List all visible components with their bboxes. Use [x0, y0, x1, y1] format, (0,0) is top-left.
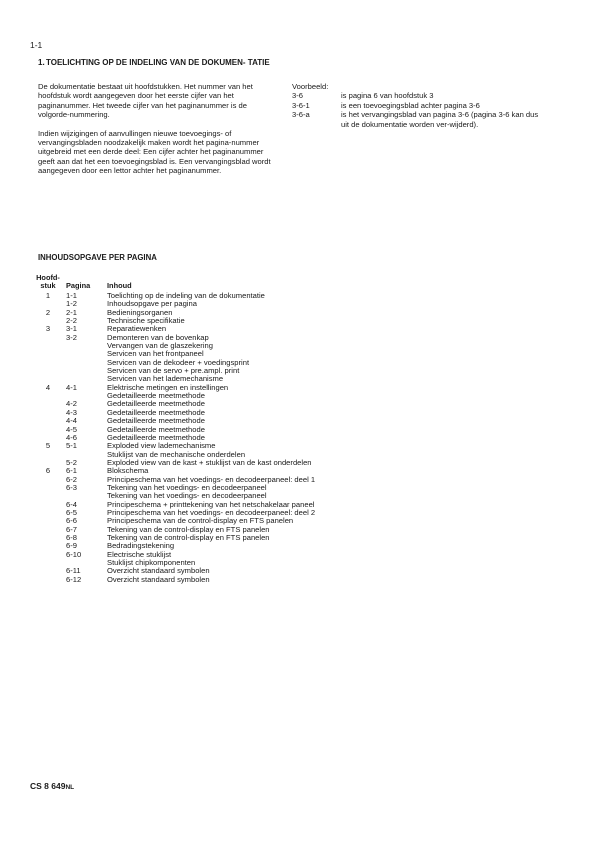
example-description: is pagina 6 van hoofdstuk 3	[341, 91, 434, 101]
section-title: TOELICHTING OP DE INDELING VAN DE DOKUMEN- TATIE	[46, 58, 270, 67]
toc-content: Gedetailleerde meetmethode	[107, 407, 205, 417]
example-rows	[292, 91, 547, 129]
toc-chapter	[30, 509, 66, 517]
toc-content: Servicen van de dekodeer + voedingsprint	[107, 357, 250, 367]
toc-header-chapter: Hoofd-stuk	[36, 273, 60, 290]
toc-chapter	[30, 426, 66, 434]
toc-content: Stuklijst chipkomponenten	[107, 558, 196, 567]
toc-content: Bedieningsorganen	[107, 307, 173, 317]
intro-paragraph: De dokumentatie bestaat uit hoofdstukken. Het nummer van het hoofdstuk wordt aangegeven door het eerste cijfer van het paginanummer. Het tweede cijfer van het paginanummer is de volgorde-nummering.	[38, 82, 253, 120]
toc-page	[66, 342, 107, 350]
toc-row	[30, 551, 410, 559]
section-heading	[38, 58, 278, 68]
toc-content: Tekening van het voedings- en decodeerpaneel	[107, 491, 267, 501]
toc-content: Tekening van de control-display en FTS panelen	[107, 532, 270, 542]
toc-chapter	[30, 476, 66, 484]
toc-content: Exploded view lademechanisme	[107, 441, 216, 451]
toc-chapter	[30, 567, 66, 575]
example-row	[292, 101, 547, 110]
toc-chapter: 3	[45, 324, 51, 334]
toc-header-page: Pagina	[66, 281, 91, 290]
toc-chapter	[30, 551, 66, 559]
toc-chapter	[30, 451, 66, 459]
toc-row	[30, 334, 410, 342]
toc-row	[30, 384, 410, 392]
section-number: 1.	[38, 58, 45, 67]
toc-content: Demonteren van de bovenkap	[107, 332, 209, 342]
toc-page: 6-11	[66, 566, 81, 576]
toc-page	[66, 350, 107, 358]
toc-content: Servicen van het lademechanisme	[107, 374, 224, 384]
intro-text	[38, 82, 272, 176]
toc-chapter	[30, 409, 66, 417]
toc-content: Overzicht standaard symbolen	[107, 566, 210, 576]
toc-page: 6-1	[66, 466, 77, 476]
toc-page: 6-12	[66, 574, 82, 584]
example-description: is het vervangingsblad van pagina 3-6 (pagina 3-6 kan dus uit de dokumentatie worden ver-wijderd).	[341, 110, 539, 129]
toc-row	[30, 392, 410, 400]
toc-page: 6-3	[66, 482, 77, 492]
toc-chapter: 1	[45, 291, 51, 300]
toc-chapter	[30, 334, 66, 342]
toc-chapter: 2	[45, 307, 51, 317]
example-row	[292, 110, 547, 129]
toc-page: 4-1	[66, 382, 77, 392]
toc-row	[30, 559, 410, 567]
toc-chapter	[30, 534, 66, 542]
toc-page: 2-1	[66, 307, 77, 317]
toc-content: Gedetailleerde meetmethode	[107, 399, 205, 409]
toc-chapter	[30, 392, 66, 400]
document-code-language: NL	[65, 784, 75, 791]
toc-content: Tekening van het voedings- en decodeerpaneel	[107, 482, 267, 492]
toc-content: Toelichting op de indeling van de dokumentatie	[107, 291, 265, 300]
toc-chapter	[30, 484, 66, 492]
toc-page: 1-1	[66, 291, 77, 300]
toc-page: 2-2	[66, 316, 77, 326]
toc-page: 6-4	[66, 499, 77, 509]
toc-chapter	[30, 526, 66, 534]
toc-content: Principeschema van het voedings- en decodeerpaneel: deel 2	[107, 507, 316, 517]
toc-content: Bedradingstekening	[107, 541, 175, 551]
toc-page: 3-1	[66, 324, 77, 334]
toc-content: Servicen van het frontpaneel	[107, 349, 204, 359]
toc-row	[30, 317, 410, 325]
toc-chapter	[30, 492, 66, 500]
toc-page: 5-1	[66, 441, 77, 451]
toc-page: 6-6	[66, 516, 77, 526]
toc-row	[30, 300, 410, 308]
toc-page: 4-2	[66, 399, 77, 409]
toc-row	[30, 342, 410, 350]
toc-content: Overzicht standaard symbolen	[107, 574, 210, 584]
toc-page: 6-5	[66, 507, 77, 517]
toc-page: 4-5	[66, 424, 77, 434]
toc-page: 3-2	[66, 332, 77, 342]
toc-row	[30, 426, 410, 434]
toc-content: Technische specifikatie	[107, 316, 185, 326]
toc-row	[30, 417, 410, 425]
document-code-number: CS 8 649	[30, 781, 66, 791]
toc-chapter	[30, 400, 66, 408]
toc-row	[30, 292, 410, 300]
toc-page: 5-2	[66, 457, 77, 467]
toc-page: 6-8	[66, 532, 77, 542]
toc-page: 1-2	[66, 299, 77, 309]
toc-row	[30, 325, 410, 333]
toc-content: Electrische stuklijst	[107, 549, 172, 559]
toc-chapter: 5	[45, 441, 51, 451]
toc-content: Reparatiewenken	[107, 324, 167, 334]
toc-table	[30, 270, 410, 584]
toc-row	[30, 309, 410, 317]
toc-row	[30, 567, 410, 575]
toc-page: 4-6	[66, 432, 77, 442]
toc-content: Elektrische metingen en instellingen	[107, 382, 229, 392]
toc-row	[30, 409, 410, 417]
toc-page: 6-9	[66, 541, 77, 551]
toc-chapter	[30, 517, 66, 525]
toc-row	[30, 534, 410, 542]
toc-content: Blokschema	[107, 466, 149, 476]
toc-row	[30, 400, 410, 408]
toc-content: Tekening van de control-display en FTS panelen	[107, 524, 270, 534]
toc-page: 4-3	[66, 407, 77, 417]
example-description: is een toevoegingsblad achter pagina 3-6	[341, 100, 480, 110]
toc-content: Gedetailleerde meetmethode	[107, 424, 205, 434]
toc-rows	[30, 292, 410, 584]
toc-title: INHOUDSOPGAVE PER PAGINA	[38, 253, 157, 262]
toc-content: Gedetailleerde meetmethode	[107, 391, 205, 401]
toc-content: Gedetailleerde meetmethode	[107, 416, 205, 426]
document-code	[30, 781, 74, 791]
toc-header-content: Inhoud	[107, 281, 132, 290]
toc-row	[30, 576, 410, 584]
toc-content: Stuklijst van de mechanische onderdelen	[107, 449, 246, 459]
toc-chapter	[30, 359, 66, 367]
toc-chapter	[30, 417, 66, 425]
toc-content: Principeschema van het voedings- en decodeerpaneel: deel 1	[107, 474, 316, 484]
example-code: 3-6-a	[292, 110, 310, 120]
toc-chapter	[30, 576, 66, 584]
toc-chapter: 4	[45, 382, 51, 392]
toc-row	[30, 434, 410, 442]
toc-content: Exploded view van de kast + stuklijst van de kast onderdelen	[107, 457, 312, 467]
toc-page	[66, 359, 107, 367]
page-number: 1-1	[30, 40, 43, 50]
toc-chapter	[30, 501, 66, 509]
toc-page: 6-7	[66, 524, 77, 534]
toc-page: 6-10	[66, 549, 82, 559]
toc-chapter	[30, 542, 66, 550]
toc-row	[30, 542, 410, 550]
toc-content: Principeschema van de control-display en FTS panelen	[107, 516, 294, 526]
toc-page	[66, 367, 107, 375]
example-code: 3-6-1	[292, 100, 310, 110]
intro-paragraph: Indien wijzigingen of aanvullingen nieuwe toevoegings- of vervangingsbladen noodzakelijk maken wordt het pagina-nummer uitgebreid met een derde deel: Een cijfer achter het paginanummer geeft aan dat het een toevoegingsblad is. Een vervangingsblad wordt aangegeven door een lettor achter het paginanummer.	[38, 128, 271, 176]
toc-content: Servicen van de servo + pre.ampl. print	[107, 366, 240, 376]
toc-content: Principeschema + printtekening van het netschakelaar paneel	[107, 499, 315, 509]
toc-chapter: 6	[45, 466, 51, 476]
toc-row	[30, 459, 410, 467]
toc-chapter	[30, 559, 66, 567]
toc-chapter	[30, 342, 66, 350]
toc-page: 4-4	[66, 416, 77, 426]
toc-content: Inhoudsopgave per pagina	[107, 299, 197, 309]
toc-chapter	[30, 350, 66, 358]
toc-chapter	[30, 367, 66, 375]
example-row	[292, 91, 547, 100]
toc-content: Gedetailleerde meetmethode	[107, 432, 205, 442]
toc-page: 6-2	[66, 474, 77, 484]
example-label: Voorbeeld:	[292, 82, 329, 91]
example-block	[292, 82, 547, 129]
example-code: 3-6	[292, 91, 303, 101]
toc-header-row	[30, 270, 410, 290]
toc-content: Vervangen van de glaszekering	[107, 341, 213, 351]
